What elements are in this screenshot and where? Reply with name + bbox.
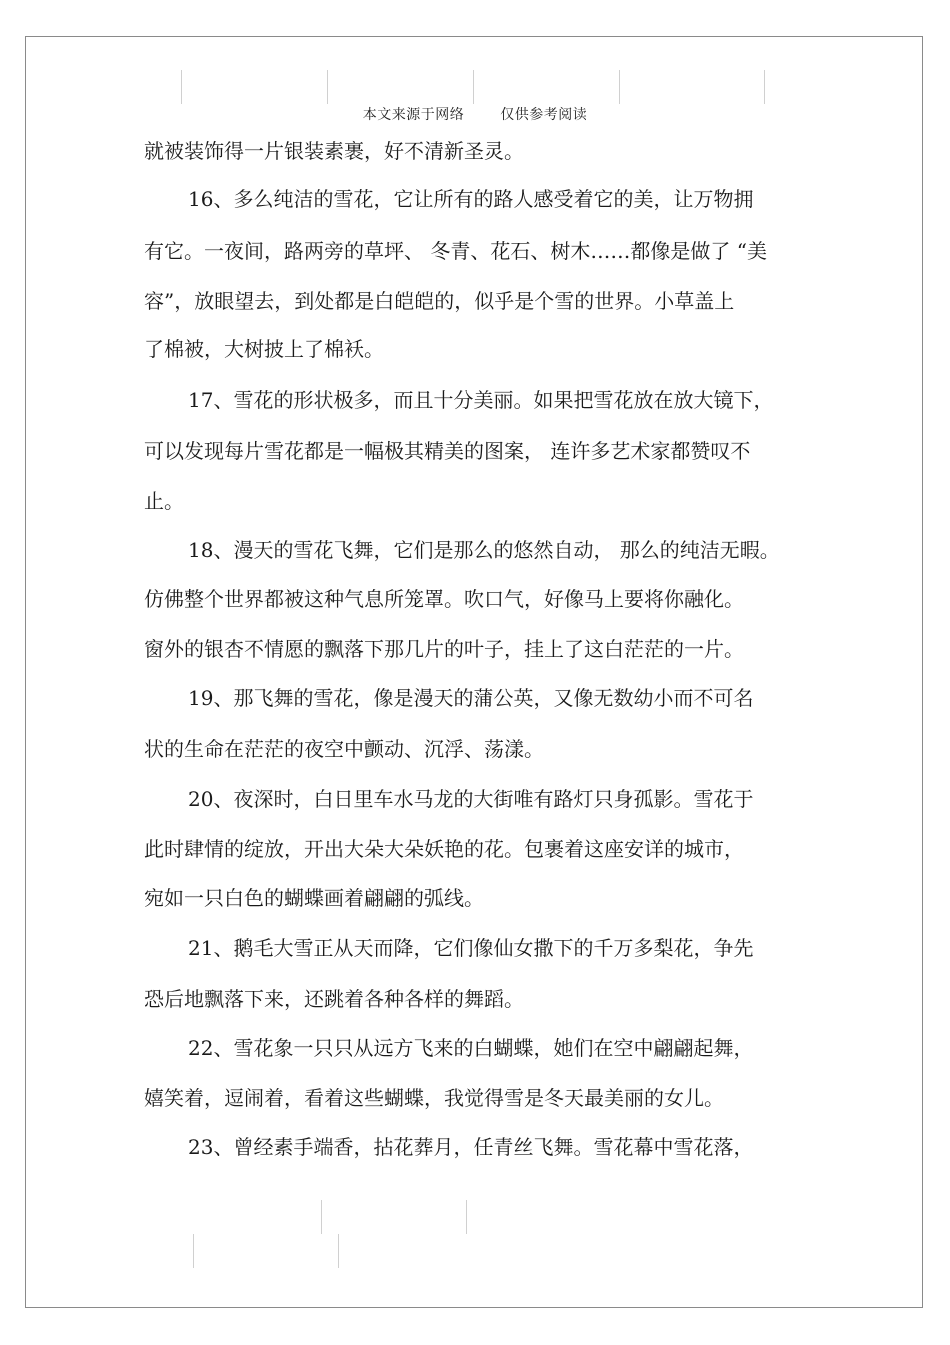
text-line: 16、多么纯洁的雪花，它让所有的路人感受着它的美，让万物拥 [188,187,754,211]
text-line: 有它。一夜间，路两旁的草坪、 冬青、花石、树木……都像是做了 “美 [144,239,767,263]
text-line: 17、雪花的形状极多，而且十分美丽。如果把雪花放在放大镜下， [188,388,774,412]
text-line: 宛如一只白色的蝴蝶画着翩翩的弧线。 [144,886,484,910]
text-line: 就被装饰得一片银装素裹，好不清新圣灵。 [144,139,524,163]
header-reference-note: 仅供参考阅读 [500,107,588,123]
text-line: 18、漫天的雪花飞舞，它们是那么的悠然自动， 那么的纯洁无暇。 [188,538,780,562]
text-line: 止。 [144,489,184,513]
text-line: 22、雪花象一只只从远方飞来的白蝴蝶，她们在空中翩翩起舞， [188,1036,754,1060]
text-line: 19、那飞舞的雪花，像是漫天的蒲公英，又像无数幼小而不可名 [188,686,754,710]
text-line: 21、鹅毛大雪正从天而降，它们像仙女撒下的千万多梨花，争先 [188,936,754,960]
text-line: 23、曾经素手端香，拈花葬月，任青丝飞舞。雪花幕中雪花落， [188,1135,754,1159]
text-line: 可以发现每片雪花都是一幅极其精美的图案， 连许多艺术家都赞叹不 [144,439,751,463]
header-source-note: 本文来源于网络 [362,107,465,123]
text-line: 此时肆情的绽放，开出大朵大朵妖艳的花。包裹着这座安详的城市， [144,837,744,861]
text-line: 20、夜深时，白日里车水马龙的大街唯有路灯只身孤影。雪花于 [188,787,754,811]
top-tick [327,70,328,104]
page-header [0,104,950,124]
bottom-tick [466,1200,467,1234]
bottom-tick [338,1234,339,1268]
text-line: 恐后地飘落下来，还跳着各种各样的舞蹈。 [144,987,524,1011]
text-line: 状的生命在茫茫的夜空中颤动、沉浮、荡漾。 [144,737,544,761]
bottom-tick [321,1200,322,1234]
top-tick [764,70,765,104]
top-tick [473,70,474,104]
text-line: 容”，放眼望去，到处都是白皑皑的，似乎是个雪的世界。小草盖上 [144,289,735,313]
bottom-tick [193,1234,194,1268]
top-tick [181,70,182,104]
page-border [25,36,923,1308]
top-tick [619,70,620,104]
text-line: 嬉笑着，逗闹着，看着这些蝴蝶，我觉得雪是冬天最美丽的女儿。 [144,1086,724,1110]
text-line: 窗外的银杏不情愿的飘落下那几片的叶子，挂上了这白茫茫的一片。 [144,637,744,661]
text-line: 仿佛整个世界都被这种气息所笼罩。吹口气，好像马上要将你融化。 [144,587,744,611]
text-line: 了棉被，大树披上了棉袄。 [144,337,384,361]
